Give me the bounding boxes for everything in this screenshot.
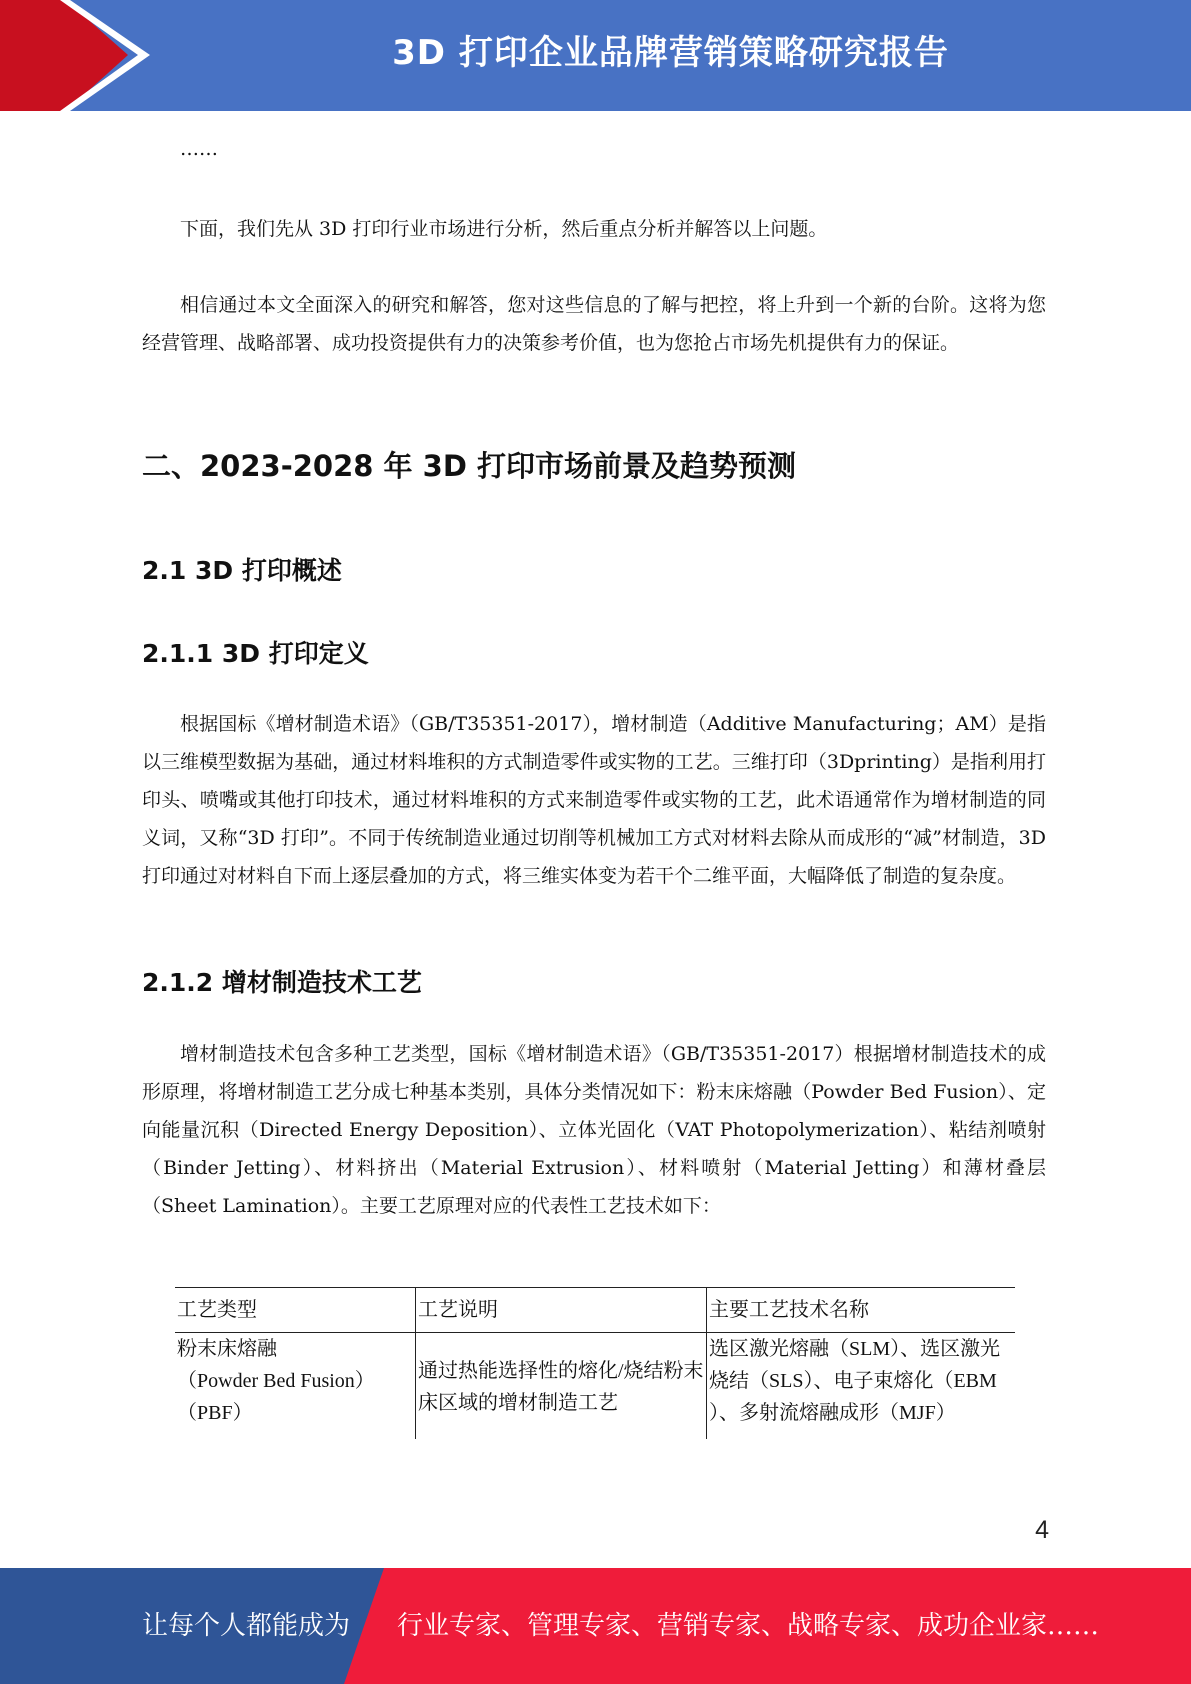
definition-paragraph: 根据国标《增材制造术语》（GB/T35351-2017），增材制造（Additive Manufacturing；AM）是指以三维模型数据为基础，通过材料堆积的方式制造零件或实物的工艺。三维打印（3Dprinting）是指利用打印头、喷嘴或其他打印技术，通过材料堆积的方式来制造零件或实物的工艺，此术语通常作为增材制造的同义词，又称“3D 打印”。不同于传统制造业通过切削等机械加工方式对材料去除从而成形的“减”材制造，3D 打印通过对材料自下而上逐层叠加的方式，将三维实体变为若干个二维平面，大幅降低了制造的复杂度。 (142, 713, 1046, 887)
type-line-3: （PBF） (177, 1402, 253, 1424)
type-line-2: （Powder Bed Fusion） (177, 1370, 375, 1392)
process-table (175, 1287, 1015, 1439)
footer-slogan-right: 行业专家、管理专家、营销专家、战略专家、成功企业家…… (397, 1611, 1100, 1641)
definition-block (142, 705, 1046, 895)
table-header-techniques: 主要工艺技术名称 (707, 1288, 1016, 1333)
section-2-1-1-heading: 2.1.1 3D 打印定义 (142, 639, 369, 668)
process-block (142, 1035, 1046, 1225)
table-row (175, 1333, 1015, 1440)
page-number: 4 (1035, 1516, 1049, 1544)
header-red-block (0, 0, 66, 111)
intro-paragraph-1: 下面，我们先从 3D 打印行业市场进行分析，然后重点分析并解答以上问题。 (180, 218, 828, 240)
page-footer (0, 1568, 1191, 1684)
table-cell-description: 通过热能选择性的熔化/烧结粉末床区域的增材制造工艺 (416, 1333, 707, 1440)
intro-section (142, 120, 1046, 362)
section-2-1-2-heading: 2.1.2 增材制造技术工艺 (142, 968, 422, 997)
footer-slogan-left: 让每个人都能成为 (142, 1611, 351, 1641)
ellipsis-text: …… (180, 138, 218, 160)
type-line-1: 粉末床熔融 (177, 1338, 277, 1360)
section-2-1-heading: 2.1 3D 打印概述 (142, 556, 342, 585)
table-cell-type (175, 1333, 416, 1440)
report-title: 3D 打印企业品牌营销策略研究报告 (392, 33, 949, 73)
section-2-heading: 二、2023-2028 年 3D 打印市场前景及趋势预测 (142, 449, 797, 483)
page-header (0, 0, 1191, 111)
table-header-row (175, 1288, 1015, 1333)
table-header-type: 工艺类型 (175, 1288, 416, 1333)
process-table-container (175, 1287, 1015, 1439)
table-cell-techniques: 选区激光熔融（SLM）、选区激光烧结（SLS）、电子束熔化（EBM ）、多射流熔融成形（MJF） (707, 1333, 1016, 1440)
process-paragraph: 增材制造技术包含多种工艺类型，国标《增材制造术语》（GB/T35351-2017）根据增材制造技术的成形原理，将增材制造工艺分成七种基本类别，具体分类情况如下：粉末床熔融（Powder Bed Fusion）、定向能量沉积（Directed Energy Deposition）、立体光固化（VAT Photopolymerization）、粘结剂喷射（Binder Jetting）、材料挤出（Material Extrusion）、材料喷射（Material Jetting）和薄材叠层（Sheet Lamination）。主要工艺原理对应的代表性工艺技术如下： (142, 1043, 1046, 1217)
header-red-arrow (66, 0, 128, 111)
intro-paragraph-2: 相信通过本文全面深入的研究和解答，您对这些信息的了解与把控，将上升到一个新的台阶。这将为您经营管理、战略部署、成功投资提供有力的决策参考价值，也为您抢占市场先机提供有力的保证。 (142, 294, 1046, 354)
table-header-description: 工艺说明 (416, 1288, 707, 1333)
